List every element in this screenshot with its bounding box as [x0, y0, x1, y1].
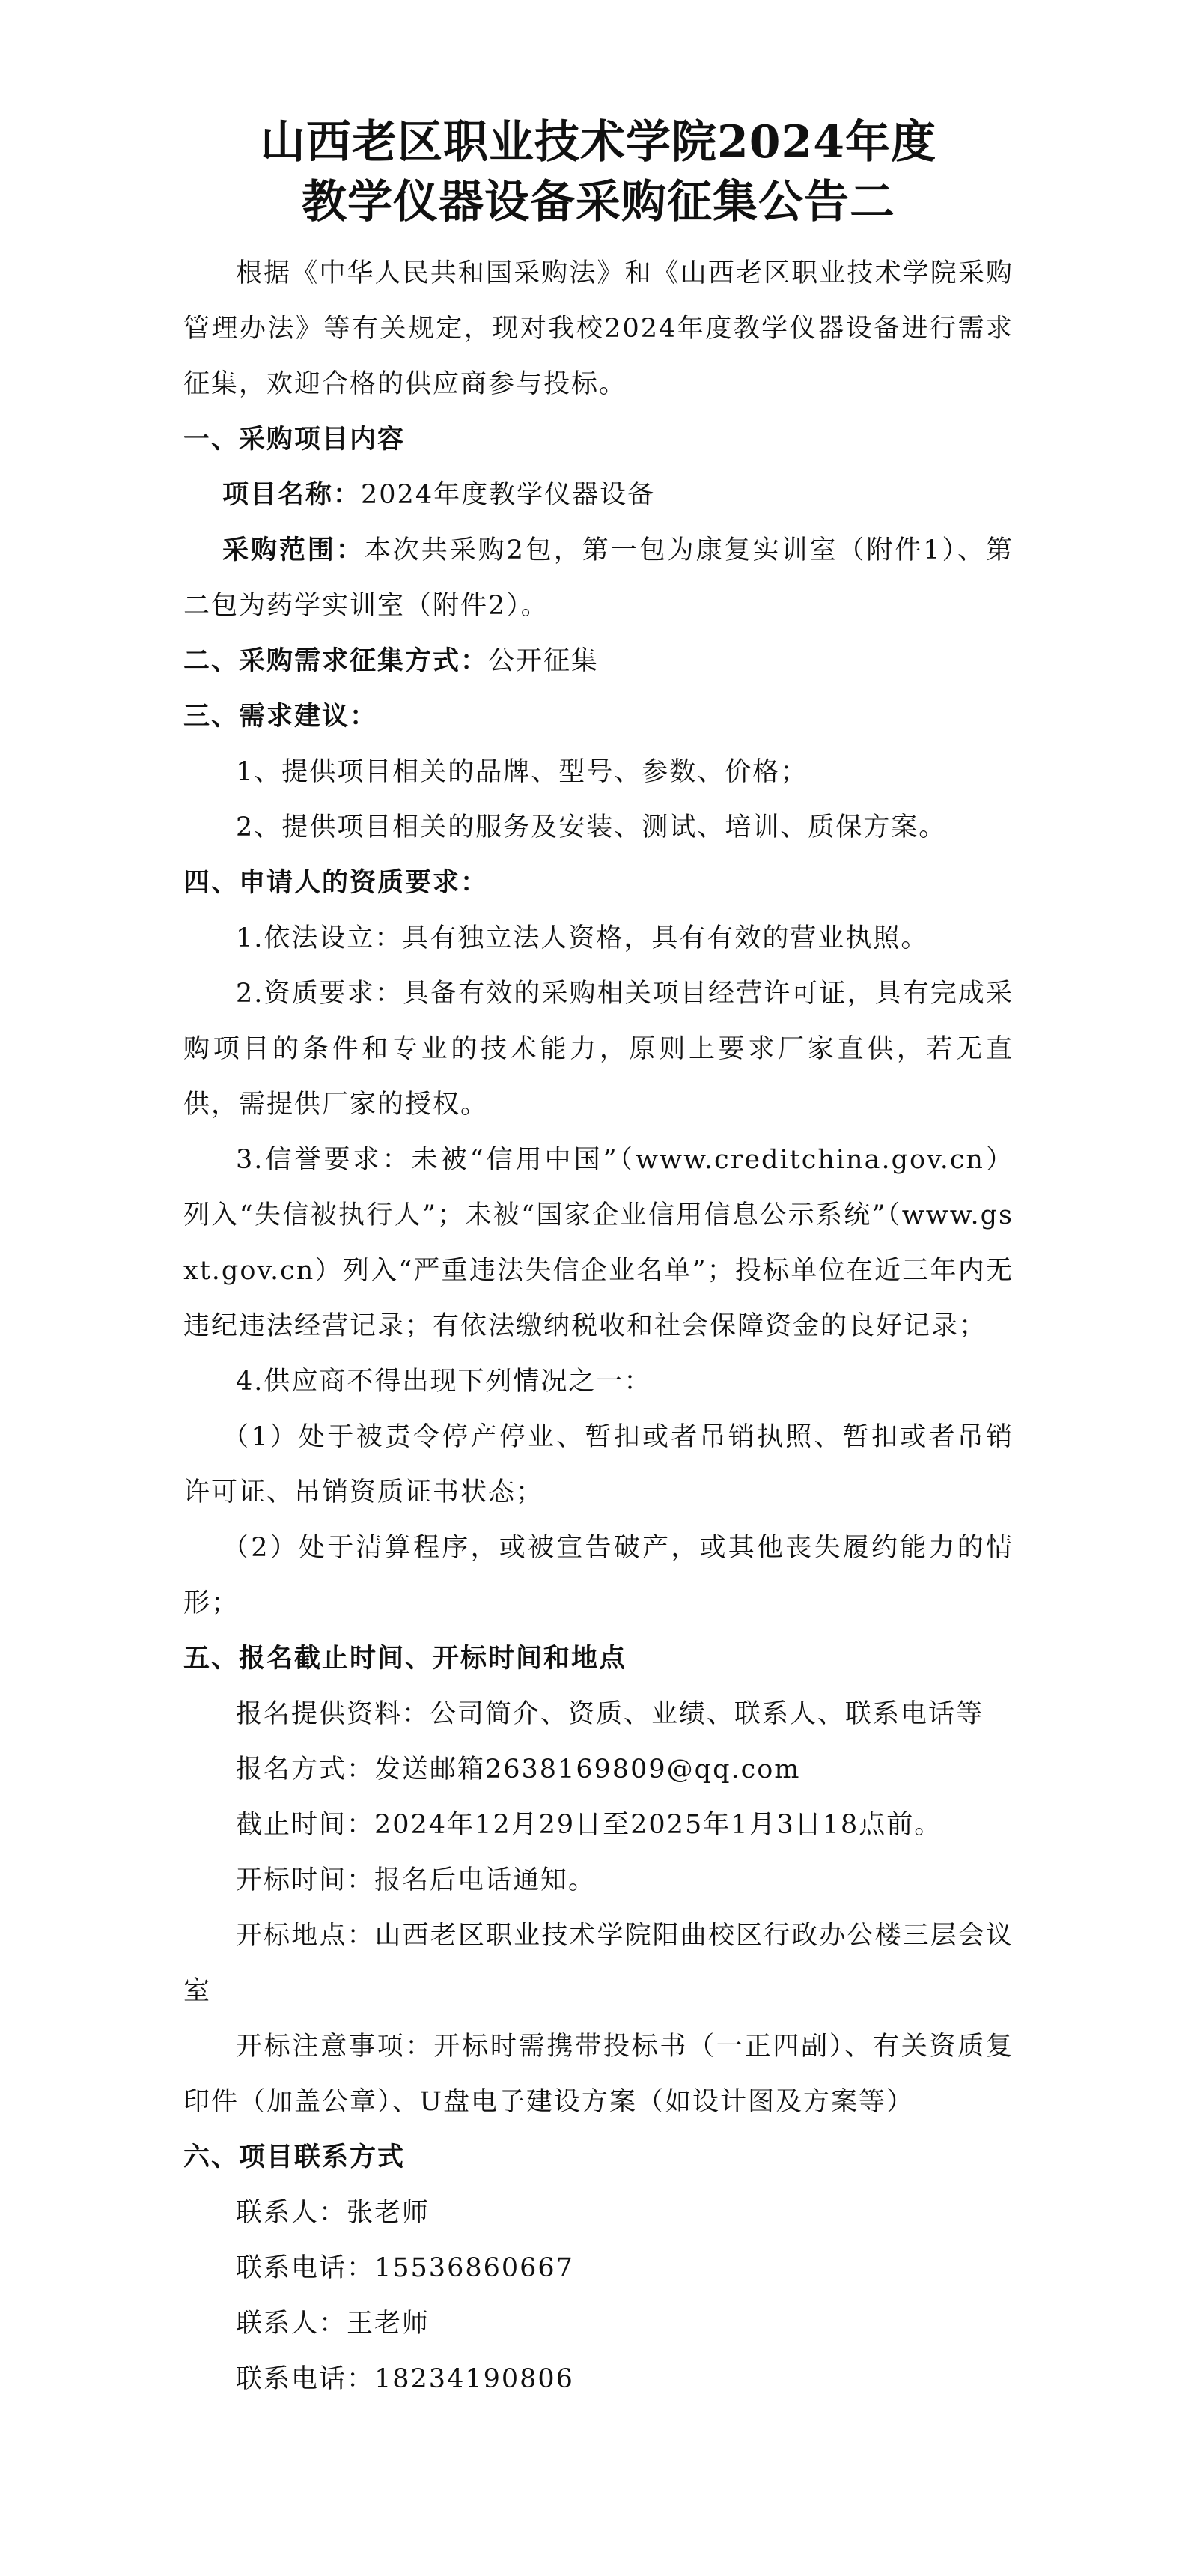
registration-item: 报名提供资料：公司简介、资质、业绩、联系人、联系电话等: [236, 1699, 984, 1729]
requirement-item: 1、提供项目相关的品牌、型号、参数、价格；: [236, 757, 808, 787]
section-1-heading: 一、采购项目内容: [183, 424, 406, 455]
qualification-item: 1.依法设立：具有独立法人资格，具有有效的营业执照。: [236, 923, 929, 953]
contact-item: 联系电话：15536860667: [236, 2253, 574, 2283]
section-2-line: [183, 634, 1014, 689]
registration-item: 开标时间：报名后电话通知。: [236, 1865, 597, 1895]
requirement-item: 2、提供项目相关的服务及安装、测试、培训、质保方案。: [236, 812, 947, 842]
registration-item: 开标注意事项：开标时需携带投标书（一正四副）、有关资质复印件（加盖公章）、U盘电子建设方案（如设计图及方案等）: [183, 2032, 1014, 2117]
qualification-item: 4.供应商不得出现下列情况之一：: [236, 1367, 652, 1397]
qualification-subitem: （2）处于清算程序，或被宣告破产，或其他丧失履约能力的情形；: [183, 1533, 1014, 1618]
title-line-1: 山西老区职业技术学院2024年度: [261, 116, 936, 168]
section-2-heading: 二、采购需求征集方式：: [183, 645, 489, 676]
section-4-heading: 四、申请人的资质要求：: [183, 867, 489, 898]
scope-label: 采购范围：: [222, 535, 365, 565]
section-2-value: 公开征集: [488, 646, 600, 676]
section-6-heading: 六、项目联系方式: [183, 2142, 406, 2172]
contact-item: 联系电话：18234190806: [236, 2364, 574, 2394]
intro-paragraph: 根据《中华人民共和国采购法》和《山西老区职业技术学院采购管理办法》等有关规定，现对我校2024年度教学仪器设备进行需求征集，欢迎合格的供应商参与投标。: [183, 258, 1014, 399]
qualification-subitem: （1）处于被责令停产停业、暂扣或者吊销执照、暂扣或者吊销许可证、吊销资质证书状态；: [183, 1422, 1014, 1507]
registration-item: 开标地点：山西老区职业技术学院阳曲校区行政办公楼三层会议室: [183, 1921, 1014, 2006]
contact-item: 联系人：王老师: [236, 2309, 430, 2339]
title-line-2: 教学仪器设备采购征集公告二: [302, 176, 895, 228]
item-name-line: [183, 467, 1014, 523]
section-5-heading: 五、报名截止时间、开标时间和地点: [183, 1643, 627, 1674]
contact-item: 联系人：张老师: [236, 2198, 430, 2228]
item-name-label: 项目名称：: [222, 479, 362, 510]
registration-item: 截止时间：2024年12月29日至2025年1月3日18点前。: [236, 1810, 942, 1840]
scope-line: [183, 523, 1014, 634]
section-3-heading: 三、需求建议：: [183, 701, 378, 732]
item-name-value: 2024年度教学仪器设备: [361, 480, 656, 510]
registration-item: 报名方式：发送邮箱2638169809@qq.com: [236, 1755, 801, 1784]
scope-value: 本次共采购2包，第一包为康复实训室（附件1）、第二包为药学实训室（附件2）。: [183, 535, 1014, 621]
qualification-item: 3.信誉要求：未被“信用中国”（www.creditchina.gov.cn）列入“失信被执行人”；未被“国家企业信用信息公示系统”（www.gsxt.gov.cn）列入“严重违法失信企业名单”；投标单位在近三年内无违纪违法经营记录；有依法缴纳税收和社会保障资金的良好记录；: [183, 1145, 1014, 1341]
qualification-item: 2.资质要求：具备有效的采购相关项目经营许可证，具有完成采购项目的条件和专业的技术能力，原则上要求厂家直供，若无直供，需提供厂家的授权。: [183, 979, 1014, 1120]
document-title: [183, 112, 1014, 232]
